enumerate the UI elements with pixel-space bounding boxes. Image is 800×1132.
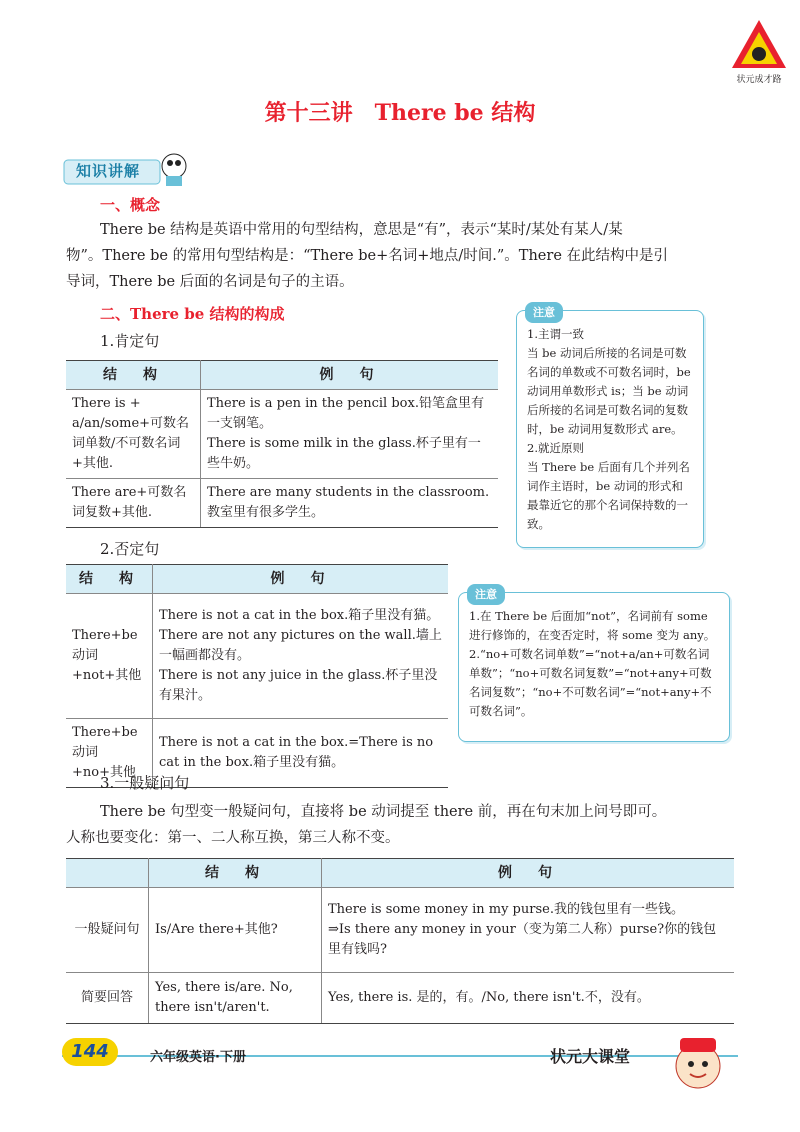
concept-heading: 一、概念 [100, 196, 161, 214]
question-table [66, 858, 734, 1024]
structure-cell: There is + a/an/some+可数名词单数/不可数名词+其他. [66, 390, 201, 479]
table-row [66, 888, 734, 973]
note-line: 1.在 There be 后面加“not”，名词前有 some 进行修饰的，在变否定时，将 some 变为 any。 [469, 609, 716, 642]
question-heading: 3.一般疑问句 [100, 774, 190, 792]
example-text: There is some money in my purse.我的钱包里有一些钱。 [328, 902, 684, 917]
publisher-logo [728, 18, 790, 84]
question-header-example: 例 句 [322, 859, 735, 888]
concept-line-2: 物”。There be 的常用句型结构是：“There be+名词+地点/时间.”。There 在此结构中是引 [66, 248, 669, 264]
footer-series-title: 状元大课堂 [550, 1047, 631, 1066]
concept-line-1: There be 结构是英语中常用的句型结构，意思是“有”，表示“某时/某处有某人/某 [100, 222, 623, 238]
example-text: There are not any pictures on the wall.墙上一幅画都没有。 [159, 628, 442, 663]
affirmative-header-structure: 结 构 [66, 361, 201, 390]
affirmative-header-example: 例 句 [201, 361, 499, 390]
affirmative-table [66, 360, 498, 528]
concept-line-3: 导词，There be 后面的名词是句子的主语。 [66, 274, 354, 290]
example-cell: Yes, there is. 是的，有。/No, there isn't.不，没有。 [322, 973, 735, 1024]
note-box-negation [458, 588, 730, 742]
example-cell [153, 594, 449, 719]
example-text: There is not any juice in the glass.杯子里没有果汁。 [159, 668, 438, 703]
structure-cell: Yes, there is/are. No, there isn't/aren't. [149, 973, 322, 1024]
example-text: There is some milk in the glass.杯子里有一些牛奶。 [207, 436, 481, 471]
structure-cell: There+be 动词+not+其他 [66, 594, 153, 719]
mascot-illustration [662, 1028, 734, 1100]
question-header-structure: 结 构 [149, 859, 322, 888]
note-tag: 注意 [525, 302, 563, 323]
type-cell: 一般疑问句 [66, 888, 149, 973]
table-row [66, 479, 498, 528]
question-header-type [66, 859, 149, 888]
example-text: There is a pen in the pencil box.铅笔盒里有一支钢笔。 [207, 396, 484, 431]
note-tag: 注意 [467, 584, 505, 605]
negative-header-example: 例 句 [153, 565, 449, 594]
question-line-1: There be 句型变一般疑问句，直接将 be 动词提至 there 前，再在句末加上问号即可。 [100, 804, 667, 820]
negative-table [66, 564, 448, 788]
example-cell [201, 390, 499, 479]
footer-book-title: 六年级英语·下册 [150, 1050, 246, 1065]
example-cell [322, 888, 735, 973]
note-line: 1.主谓一致 [527, 327, 584, 341]
structure-cell: Is/Are there+其他? [149, 888, 322, 973]
example-text: There is not a cat in the box.箱子里没有猫。 [159, 608, 440, 623]
section-badge [62, 150, 192, 188]
affirmative-heading: 1.肯定句 [100, 332, 160, 350]
question-line-2: 人称也要变化：第一、二人称互换，第三人称不变。 [66, 830, 400, 846]
logo-text: 状元成才路 [736, 75, 782, 85]
example-cell: There is not a cat in the box.=There is no cat in the box.箱子里没有猫。 [153, 719, 449, 788]
note-line: 当 be 动词后所接的名词是可数名词的单数或不可数名词时，be 动词用单数形式 is；当 be 动词后所接的名词是可数名词的复数时，be 动词用复数形式 are。 [527, 346, 691, 436]
type-cell: 简要回答 [66, 973, 149, 1024]
note-line: 2.“no+可数名词单数”=“not+a/an+可数名词单数”；“no+可数名词复数”=“not+any+可数名词复数”；“no+不可数名词”=“not+any+不可数名词”。 [469, 647, 712, 718]
page-number: 144 [62, 1038, 118, 1066]
note-box-agreement [516, 306, 704, 548]
negative-header-structure: 结 构 [66, 565, 153, 594]
note-line: 2.就近原则 [527, 441, 584, 455]
example-text: ⇒Is there any money in your（变为第二人称）purse?你的钱包里有钱吗? [328, 922, 717, 957]
section-badge-label: 知识讲解 [76, 162, 141, 180]
page-title: 第十三讲 There be 结构 [264, 100, 536, 126]
table-row [66, 390, 498, 479]
note-line: 当 There be 后面有几个并列名词作主语时，be 动词的形式和最靠近它的那个名词保持数的一致。 [527, 460, 690, 531]
table-row [66, 973, 734, 1024]
structure-cell: There are+可数名词复数+其他. [66, 479, 201, 528]
structure-cell: There+be 动词+no+其他 [66, 719, 153, 788]
example-cell: There are many students in the classroom.教室里有很多学生。 [201, 479, 499, 528]
composition-heading: 二、There be 结构的构成 [100, 305, 285, 323]
negative-heading: 2.否定句 [100, 540, 160, 558]
table-row [66, 594, 448, 719]
